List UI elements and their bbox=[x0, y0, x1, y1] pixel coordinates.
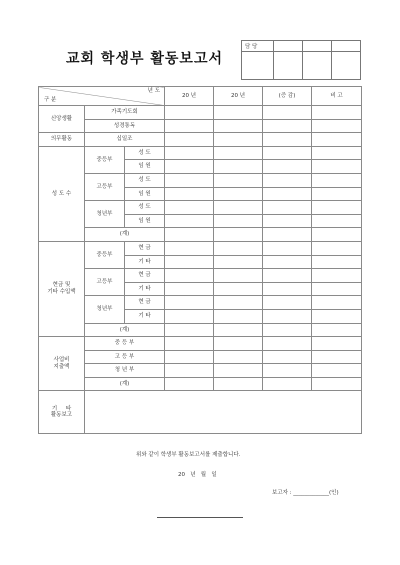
row-label-income bbox=[39, 241, 85, 336]
table-cell[interactable] bbox=[214, 119, 263, 133]
table-cell[interactable] bbox=[312, 255, 362, 269]
row-label-family-prayer: 가족기도회 bbox=[85, 106, 165, 120]
approval-label: 담 당 bbox=[242, 41, 274, 52]
row-label-saint: 성 도 bbox=[125, 173, 165, 187]
table-cell[interactable] bbox=[214, 350, 263, 364]
row-label-officer: 임 원 bbox=[125, 187, 165, 201]
table-cell[interactable] bbox=[312, 337, 362, 351]
row-label-biz-high: 고 등 부 bbox=[85, 350, 165, 364]
table-cell[interactable] bbox=[263, 146, 312, 160]
year-label: 년 도 bbox=[147, 88, 161, 94]
row-label-officer: 임 원 bbox=[125, 160, 165, 174]
row-label-other: 기 타 bbox=[125, 309, 165, 323]
row-label-biz-youth: 청 년 부 bbox=[85, 364, 165, 378]
table-cell[interactable] bbox=[312, 228, 362, 242]
row-label-middle: 중등부 bbox=[85, 146, 125, 173]
table-cell[interactable] bbox=[263, 350, 312, 364]
row-label-total: (계) bbox=[85, 323, 165, 337]
table-cell[interactable] bbox=[165, 350, 214, 364]
row-label-duty: 의무활동 bbox=[39, 133, 85, 147]
table-cell[interactable] bbox=[214, 228, 263, 242]
signature-cell[interactable] bbox=[274, 52, 303, 80]
table-cell[interactable] bbox=[263, 173, 312, 187]
table-cell[interactable] bbox=[312, 133, 362, 147]
table-cell[interactable] bbox=[214, 187, 263, 201]
table-cell[interactable] bbox=[165, 228, 214, 242]
etc-label-line2: 활동보고 bbox=[50, 412, 73, 419]
table-cell[interactable] bbox=[263, 377, 312, 391]
row-label-saint: 성 도 bbox=[125, 146, 165, 160]
row-label-biz-middle: 중 등 부 bbox=[85, 337, 165, 351]
row-label-officer: 임 원 bbox=[125, 214, 165, 228]
table-cell[interactable] bbox=[165, 160, 214, 174]
etc-label-line1: 기 타 bbox=[51, 405, 72, 412]
table-cell[interactable] bbox=[312, 201, 362, 215]
submit-statement: 위와 같이 학생부 활동보고서를 제출합니다. bbox=[136, 452, 241, 458]
row-label-cash: 현 금 bbox=[125, 241, 165, 255]
table-cell[interactable] bbox=[165, 119, 214, 133]
row-label-youth: 청년부 bbox=[85, 296, 125, 323]
table-cell[interactable] bbox=[263, 241, 312, 255]
table-cell[interactable] bbox=[214, 282, 263, 296]
page-title: 교회 학생부 활동보고서 bbox=[66, 51, 223, 67]
table-cell[interactable] bbox=[214, 241, 263, 255]
table-cell[interactable] bbox=[165, 173, 214, 187]
table-cell[interactable] bbox=[214, 214, 263, 228]
table-cell[interactable] bbox=[263, 364, 312, 378]
signature-cell[interactable] bbox=[303, 52, 332, 80]
table-cell[interactable] bbox=[312, 241, 362, 255]
table-cell[interactable] bbox=[165, 201, 214, 215]
table-cell[interactable] bbox=[165, 309, 214, 323]
table-cell[interactable] bbox=[312, 269, 362, 283]
table-cell[interactable] bbox=[312, 173, 362, 187]
table-cell[interactable] bbox=[312, 146, 362, 160]
col-header-year1: 20 년 bbox=[165, 87, 214, 106]
table-cell[interactable] bbox=[312, 214, 362, 228]
row-label-etc bbox=[39, 391, 85, 434]
table-cell[interactable] bbox=[263, 255, 312, 269]
table-cell[interactable] bbox=[263, 119, 312, 133]
table-cell[interactable] bbox=[214, 201, 263, 215]
col-header-change: (증 감) bbox=[263, 87, 312, 106]
table-cell[interactable] bbox=[263, 296, 312, 310]
table-cell[interactable] bbox=[263, 309, 312, 323]
expense-label-line1: 사업비 bbox=[53, 357, 70, 364]
table-cell[interactable] bbox=[312, 296, 362, 310]
table-cell[interactable] bbox=[214, 173, 263, 187]
row-label-members: 성 도 수 bbox=[39, 146, 85, 241]
table-cell[interactable] bbox=[312, 106, 362, 120]
table-cell[interactable] bbox=[214, 146, 263, 160]
table-cell[interactable] bbox=[165, 241, 214, 255]
approval-box bbox=[241, 40, 361, 80]
row-label-total: (계) bbox=[85, 228, 165, 242]
table-cell[interactable] bbox=[165, 133, 214, 147]
income-label-line1: 현금 및 bbox=[52, 282, 71, 289]
row-label-other: 기 타 bbox=[125, 282, 165, 296]
expense-label-line2: 지출액 bbox=[53, 363, 70, 370]
approval-cell[interactable] bbox=[274, 41, 303, 52]
row-label-middle: 중등부 bbox=[85, 241, 125, 268]
signature-cell[interactable] bbox=[332, 52, 361, 80]
row-label-saint: 성 도 bbox=[125, 201, 165, 215]
signature-cell[interactable] bbox=[242, 52, 274, 80]
row-label-high: 고등부 bbox=[85, 173, 125, 200]
approval-cell[interactable] bbox=[303, 41, 332, 52]
date-line: 20 년 월 일 bbox=[178, 472, 217, 478]
row-label-high: 고등부 bbox=[85, 269, 125, 296]
table-cell[interactable] bbox=[165, 377, 214, 391]
table-cell[interactable] bbox=[165, 255, 214, 269]
table-cell[interactable] bbox=[214, 269, 263, 283]
etc-activity-field[interactable] bbox=[85, 391, 362, 434]
row-label-expense bbox=[39, 337, 85, 391]
row-label-tithe: 십일조 bbox=[85, 133, 165, 147]
col-header-remarks: 비 고 bbox=[312, 87, 362, 106]
table-cell[interactable] bbox=[263, 228, 312, 242]
table-cell[interactable] bbox=[214, 255, 263, 269]
table-cell[interactable] bbox=[165, 337, 214, 351]
table-cell[interactable] bbox=[165, 323, 214, 337]
table-cell[interactable] bbox=[165, 282, 214, 296]
table-cell[interactable] bbox=[165, 187, 214, 201]
table-cell[interactable] bbox=[312, 377, 362, 391]
table-cell[interactable] bbox=[165, 146, 214, 160]
table-cell[interactable] bbox=[214, 106, 263, 120]
row-label-youth: 청년부 bbox=[85, 201, 125, 228]
table-cell[interactable] bbox=[263, 106, 312, 120]
table-cell[interactable] bbox=[214, 337, 263, 351]
table-cell[interactable] bbox=[214, 133, 263, 147]
table-cell[interactable] bbox=[165, 269, 214, 283]
table-cell[interactable] bbox=[312, 119, 362, 133]
table-cell[interactable] bbox=[312, 309, 362, 323]
table-cell[interactable] bbox=[312, 350, 362, 364]
table-cell[interactable] bbox=[214, 364, 263, 378]
table-cell[interactable] bbox=[312, 187, 362, 201]
table-cell[interactable] bbox=[263, 337, 312, 351]
table-cell[interactable] bbox=[263, 282, 312, 296]
reporter-line: 보고자 : _____________(인) bbox=[272, 490, 339, 496]
table-cell[interactable] bbox=[263, 201, 312, 215]
row-label-cash: 현 금 bbox=[125, 269, 165, 283]
report-table bbox=[38, 86, 362, 434]
table-cell[interactable] bbox=[263, 323, 312, 337]
table-cell[interactable] bbox=[214, 296, 263, 310]
table-cell[interactable] bbox=[312, 282, 362, 296]
table-cell[interactable] bbox=[165, 364, 214, 378]
header-diagonal-cell bbox=[39, 87, 165, 106]
table-cell[interactable] bbox=[165, 296, 214, 310]
bottom-underline bbox=[157, 517, 243, 518]
row-label-other: 기 타 bbox=[125, 255, 165, 269]
table-cell[interactable] bbox=[263, 214, 312, 228]
table-cell[interactable] bbox=[165, 214, 214, 228]
table-cell[interactable] bbox=[312, 160, 362, 174]
table-cell[interactable] bbox=[263, 269, 312, 283]
table-cell[interactable] bbox=[214, 323, 263, 337]
table-cell[interactable] bbox=[263, 160, 312, 174]
row-label-faith-life: 신앙생활 bbox=[39, 106, 85, 133]
table-cell[interactable] bbox=[263, 133, 312, 147]
table-cell[interactable] bbox=[165, 106, 214, 120]
col-header-year2: 20 년 bbox=[214, 87, 263, 106]
row-label-total: (계) bbox=[85, 377, 165, 391]
row-label-bible-reading: 성경통독 bbox=[85, 119, 165, 133]
income-label-line2: 기타 수입액 bbox=[47, 289, 76, 296]
table-cell[interactable] bbox=[312, 323, 362, 337]
table-cell[interactable] bbox=[312, 364, 362, 378]
table-cell[interactable] bbox=[263, 187, 312, 201]
category-label: 구 분 bbox=[44, 97, 57, 104]
approval-cell[interactable] bbox=[332, 41, 361, 52]
table-cell[interactable] bbox=[214, 160, 263, 174]
table-cell[interactable] bbox=[214, 377, 263, 391]
table-cell[interactable] bbox=[214, 309, 263, 323]
row-label-cash: 현 금 bbox=[125, 296, 165, 310]
